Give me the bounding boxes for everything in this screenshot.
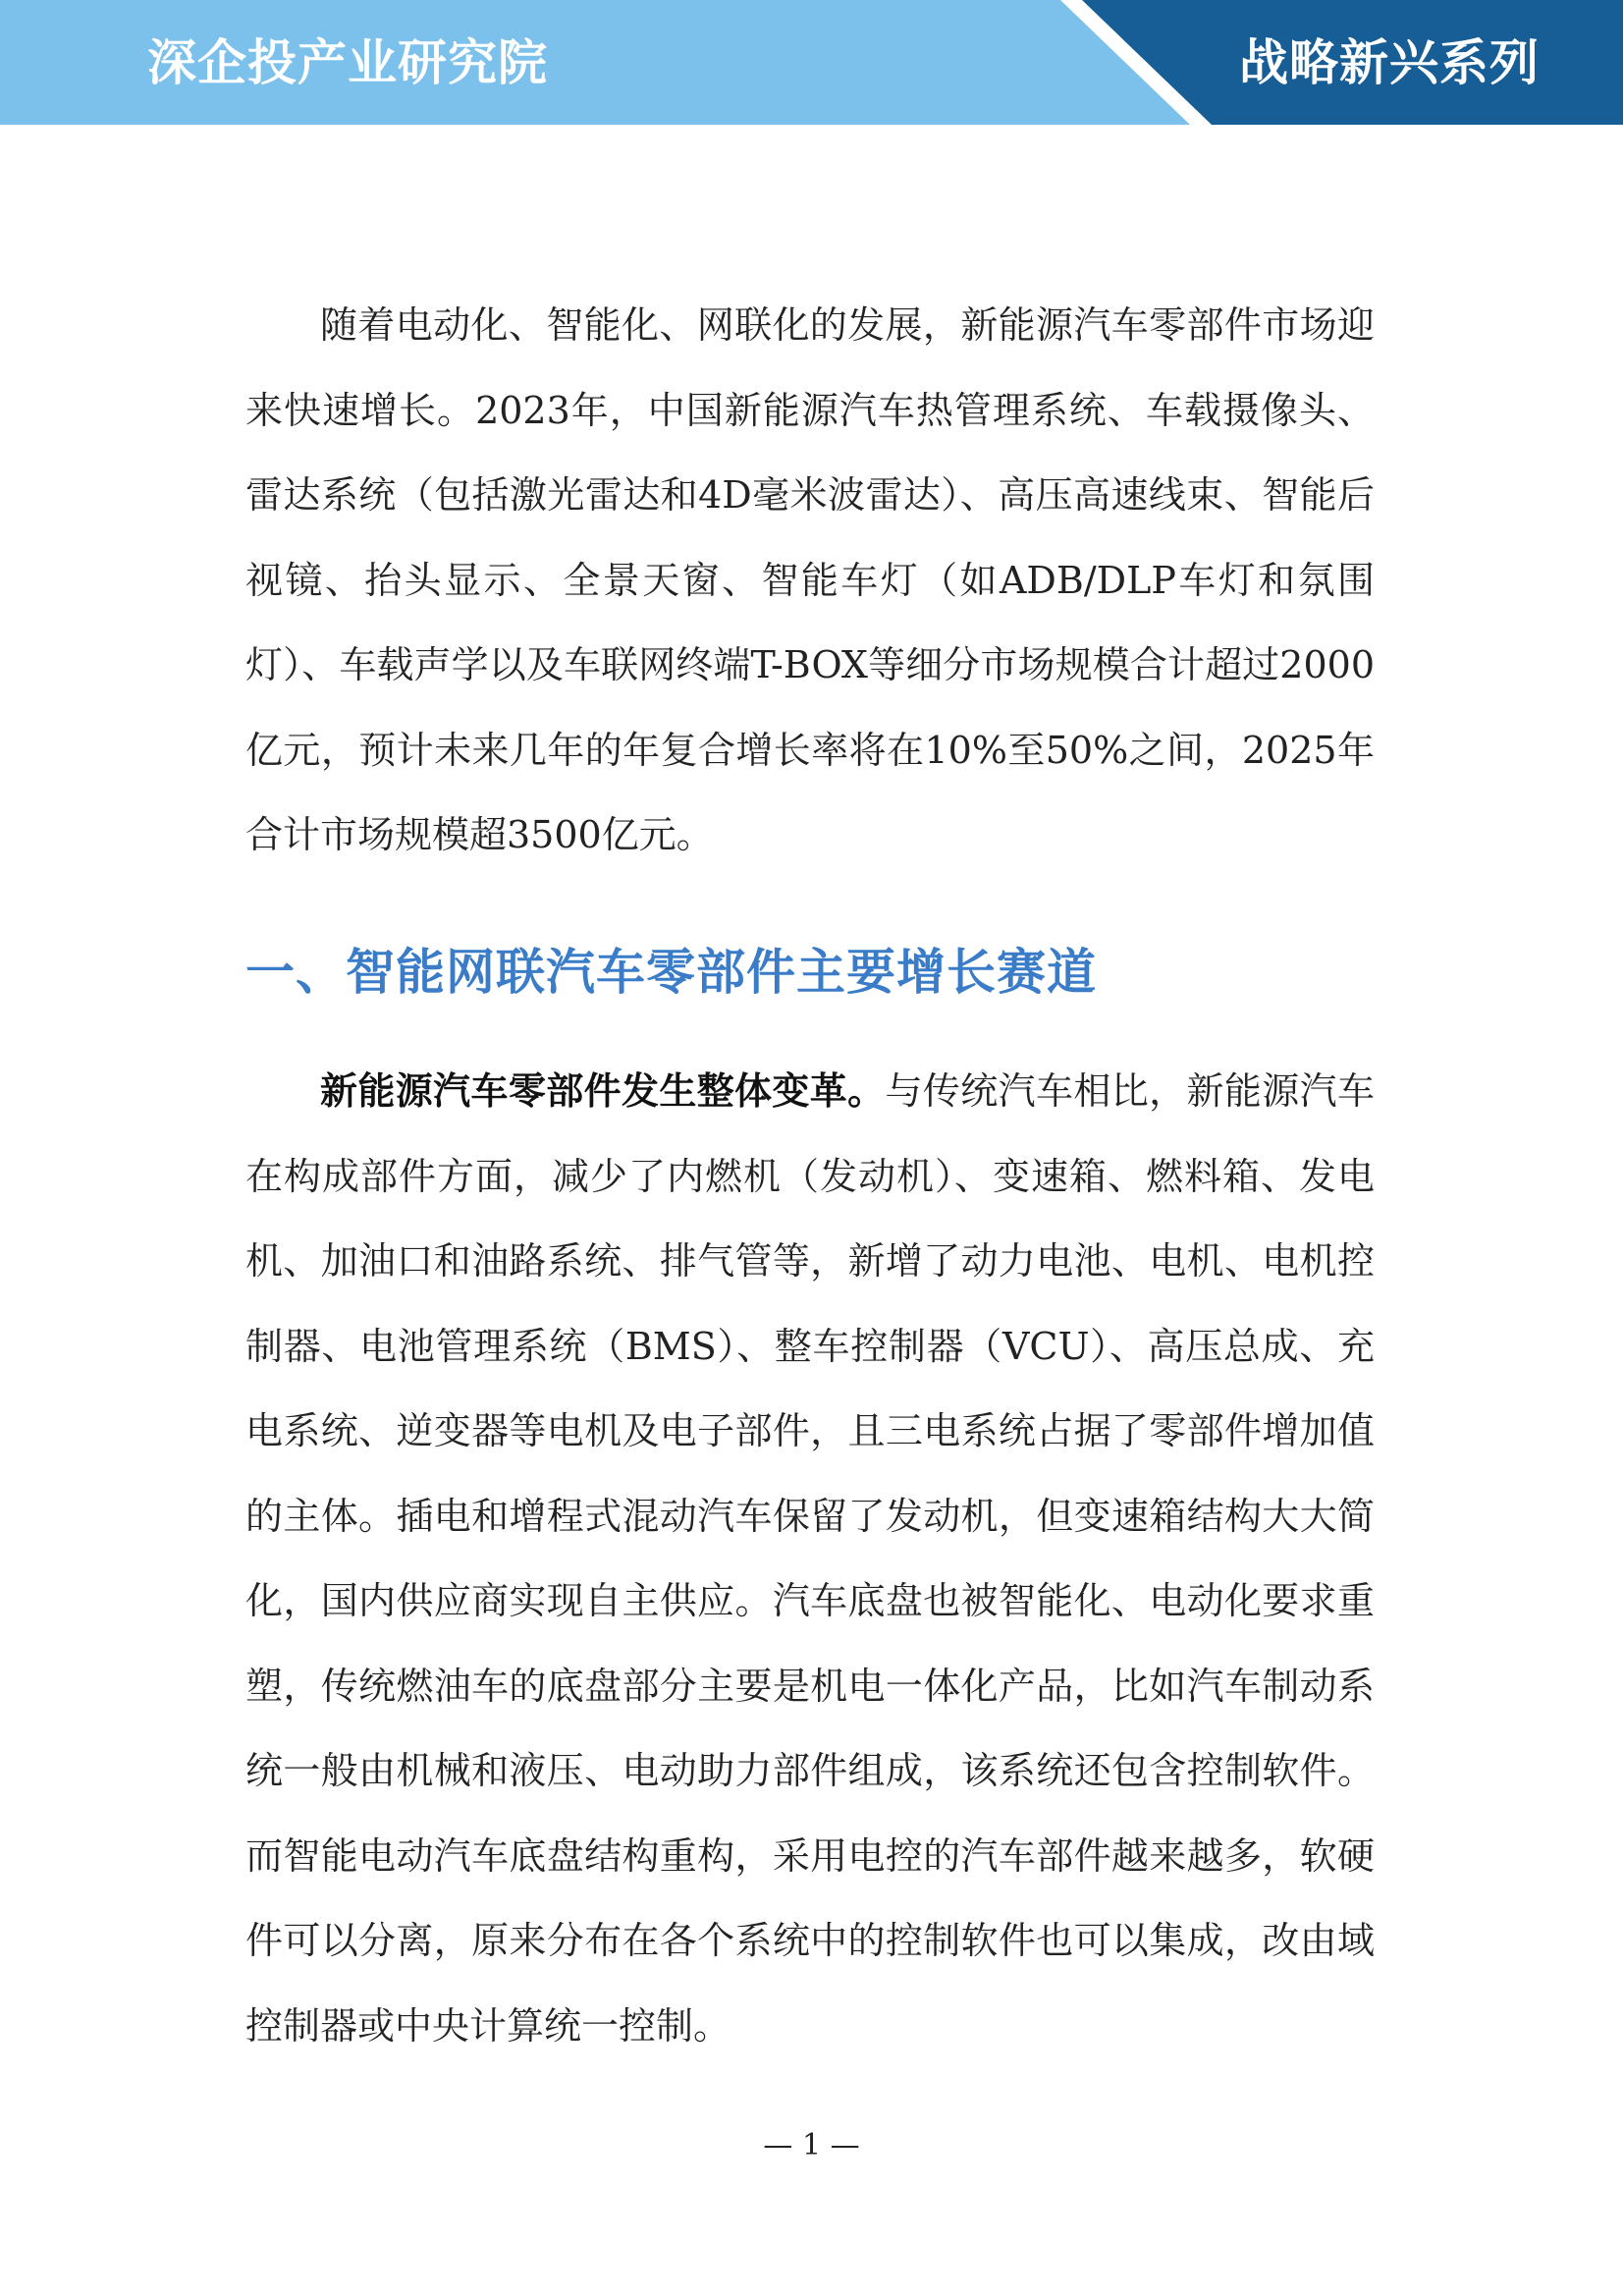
intro-paragraph: 随着电动化、智能化、网联化的发展，新能源汽车零部件市场迎来快速增长。2023年，中国新能源汽车热管理系统、车载摄像头、雷达系统（包括激光雷达和4D毫米波雷达）、高压高速线束、智能后视镜、抬头显示、全景天窗、智能车灯（如ADB/DLP车灯和氛围灯）、车载声学以及车联网终端T-BOX等细分市场规模合计超过2000亿元，预计未来几年的年复合增长率将在10%至50%之间，2025年合计市场规模超3500亿元。	[245, 303, 1375, 856]
page-number: — 1 —	[763, 2128, 860, 2162]
paragraph-body-text: 与传统汽车相比，新能源汽车在构成部件方面，减少了内燃机（发动机）、变速箱、燃料箱、发电机、加油口和油路系统、排气管等，新增了动力电池、电机、电机控制器、电池管理系统（BMS）、整车控制器（VCU）、高压总成、充电系统、逆变器等电机及电子部件，且三电系统占据了零部件增加值的主体。插电和增程式混动汽车保留了发动机，但变速箱结构大大简化，国内供应商实现自主供应。汽车底盘也被智能化、电动化要求重塑，传统燃油车的底盘部分主要是机电一体化产品，比如汽车制动系统一般由机械和液压、电动助力部件组成，该系统还包含控制软件。而智能电动汽车底盘结构重构，采用电控的汽车部件越来越多，软硬件可以分离，原来分布在各个系统中的控制软件也可以集成，改由域控制器或中央计算统一控制。	[245, 1069, 1375, 2048]
institute-name: 深企投产业研究院	[147, 34, 548, 91]
section-paragraph	[245, 1049, 1375, 2068]
series-name: 战略新兴系列	[1239, 34, 1540, 91]
page-header-banner	[0, 0, 1623, 125]
paragraph-lead-sentence: 新能源汽车零部件发生整体变革。	[320, 1068, 886, 1113]
section-heading: 一、智能网联汽车零部件主要增长赛道	[245, 944, 1097, 1001]
